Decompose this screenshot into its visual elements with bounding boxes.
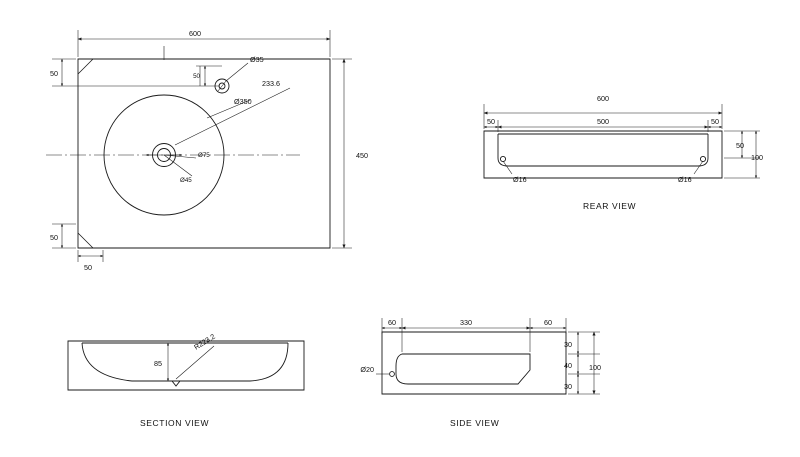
dim-rear-hole-left: Ø16 [513,175,527,184]
caption-section-view: SECTION VIEW [140,418,210,428]
rear-hole-right [700,156,705,161]
top-view-dimension-labels [50,29,368,272]
section-waste-mark [172,381,180,386]
dim-section-radius: R223.2 [192,331,217,352]
dim-left-top-inset: 50 [50,69,58,78]
side-hole [390,372,395,377]
rear-hole-left [500,156,505,161]
top-view-chamfer [78,59,93,74]
dim-top-height: 450 [356,151,368,160]
dim-side-40: 40 [564,361,572,370]
section-inner-curve [82,343,288,381]
dim-tap-hole-offset: 50 [193,73,200,80]
dim-waste-inner: Ø45 [180,177,192,184]
side-dimension-labels [360,318,601,391]
dim-left-bottom-inset: 50 [50,233,58,242]
rear-view-recess [498,134,708,166]
dim-side-30-top: 30 [564,340,572,349]
dim-side-30-bottom: 30 [564,382,572,391]
dim-bottom-inset: 50 [84,263,92,272]
section-view-group [68,341,304,390]
dim-side-left-inset: 60 [388,318,396,327]
dim-top-width: 600 [189,29,201,38]
dim-rear-height: 100 [751,153,763,162]
rear-view-dimension-lines [484,104,760,178]
dim-side-span: 330 [460,318,472,327]
dim-rear-hole-right: Ø16 [678,175,692,184]
section-outline [68,341,304,390]
dim-basin-offset: 233.6 [262,79,280,88]
dim-basin-dia: Ø350 [234,97,252,106]
top-view-chamfer-bottom [78,233,93,248]
dim-section-depth: 85 [154,359,162,368]
dim-rear-right-inset: 50 [711,117,719,126]
dim-rear-left-inset: 50 [487,117,495,126]
side-outline [382,332,566,394]
dim-side-hole-dia: Ø20 [360,365,374,374]
dim-waste-outer: Ø75 [198,152,210,159]
rear-view-outline [484,131,722,178]
caption-rear-view: REAR VIEW [583,201,637,211]
dim-rear-width: 600 [597,94,609,103]
dim-rear-upper-height: 50 [736,141,744,150]
rear-view-group [484,131,722,178]
caption-side-view: SIDE VIEW [450,418,500,428]
section-dimension-labels [154,332,217,368]
side-view-group [382,332,566,394]
dim-tap-hole-dia: Ø35 [250,55,264,64]
side-inner-slot [396,354,530,384]
dim-side-height: 100 [589,363,601,372]
dim-rear-inner-width: 500 [597,117,609,126]
dim-side-right-inset: 60 [544,318,552,327]
top-view-dimension-lines [52,30,352,262]
